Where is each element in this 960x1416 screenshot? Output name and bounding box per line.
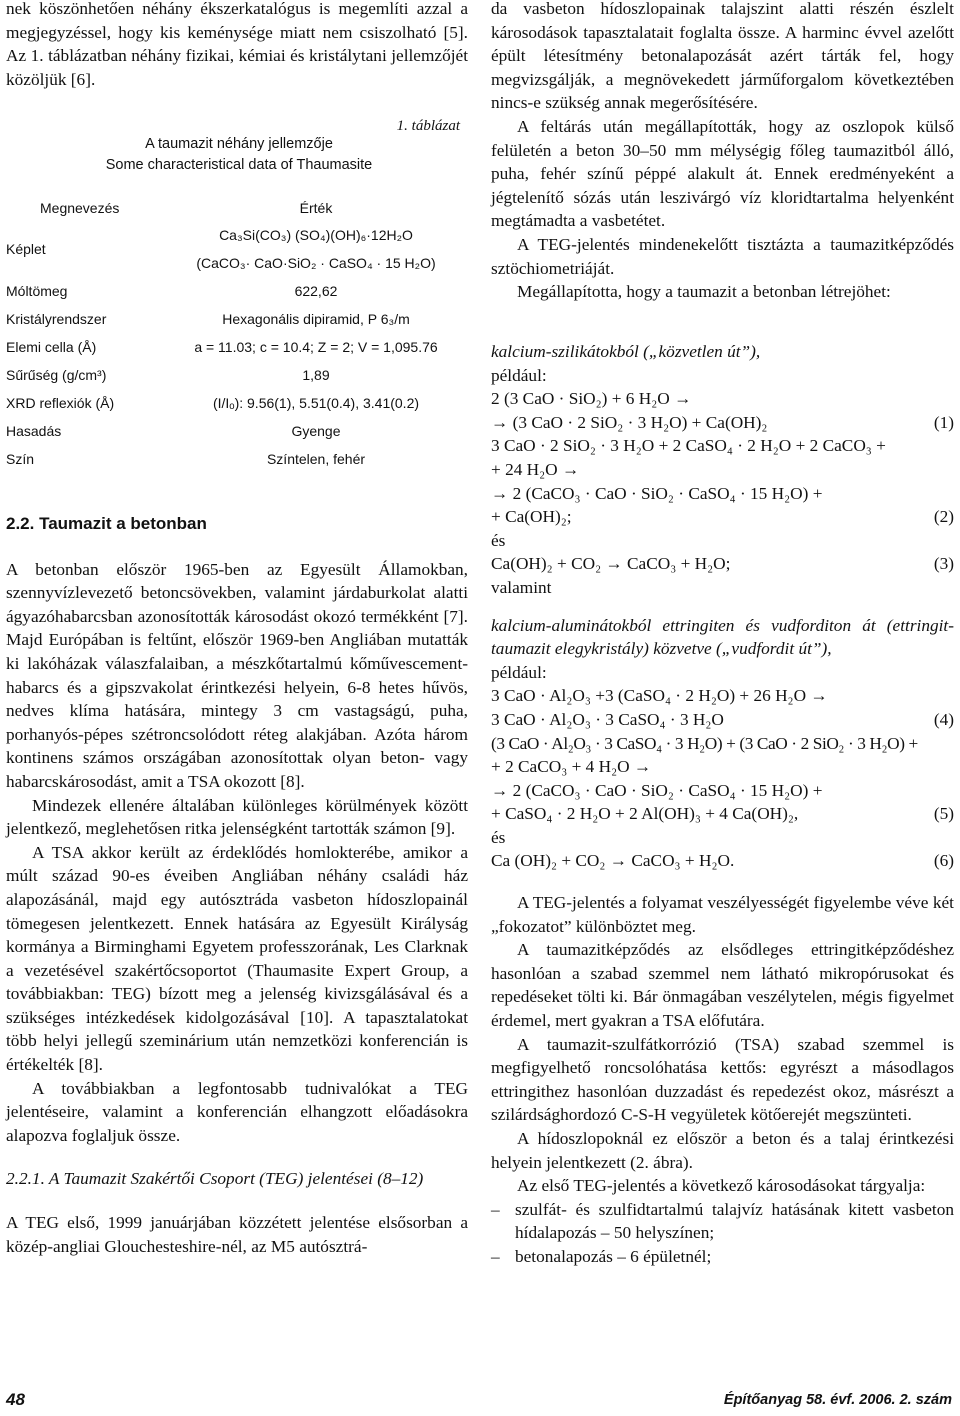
row-name: Móltömeg <box>6 283 68 299</box>
equation-2a: 3 CaO · 2 SiO₂ · 3 H₂O + 2 CaSO₄ · 2 H₂O + 2 CaCO₃ + <box>491 436 886 456</box>
formula-row <box>6 226 472 278</box>
conjunction: és <box>491 827 506 847</box>
equation-number: (4) <box>933 709 954 729</box>
body-paragraph: Az első TEG-jelentés a következő károsodásokat tárgyalja: <box>517 1176 926 1196</box>
equation-2b: + 24 H₂O → <box>491 459 580 479</box>
body-paragraph: A feltárás után megállapították, hogy az oszlopok külső felületén a beton 30–50 mm mélységig főleg taumazitból álló, puha, fehér színű péppé alakult át. Ennek eredményeként a jégtelenítő sózás után leszivárgó víz kloridtartalma helyenként megtámadta a vasbetétet. <box>491 116 954 231</box>
row-value: 622,62 <box>294 283 338 299</box>
row-value: Színtelen, fehér <box>266 451 366 467</box>
formula-line-2: (CaCO₃· CaO·SiO₂ · CaSO₄ · 15 H₂O) <box>196 255 436 271</box>
row-value: Hexagonális dipiramid, P 6₃/m <box>222 311 410 327</box>
list-item <box>491 1245 954 1269</box>
equation-number: (5) <box>933 804 954 824</box>
equation-5 <box>491 802 954 826</box>
conjunction: és <box>491 530 506 550</box>
body-paragraph: A TEG első, 1999 januárjában közzétett jelentése elsősorban a közép-angliai Glouchesteshire-nél, az M5 autósztrá- <box>6 1213 468 1256</box>
equation-3 <box>491 552 954 576</box>
body-paragraph: A TEG-jelentés a folyamat veszélyességét figyelembe véve két „fokozatot” különböztet meg. <box>491 893 954 936</box>
equation-number: (1) <box>933 412 954 432</box>
table-title-en: Some characteristical data of Thaumasite <box>105 157 373 173</box>
subsection-title: 2.2.1. A Taumazit Szakértői Csoport (TEG) jelentései (8–12) <box>6 1169 424 1189</box>
equation-2 <box>491 505 954 529</box>
equation-number: (2) <box>933 507 954 527</box>
equation-2d: + Ca(OH)₂; <box>491 507 572 527</box>
row-value: 1,89 <box>302 367 330 383</box>
body-paragraph: A taumazitképződés az elsődleges ettringitképződéshez hasonlóan a szabad szemmel nem látható mikropórusokat és repedéseket tölti ki. Bár önmagában veszélytelen, mégis figyelmet érdemel, mert gyakran a TSA előfutára. <box>491 940 954 1031</box>
equation-6-text: Ca (OH)₂ + CO₂ → CaCO₃ + H₂O. <box>491 851 735 871</box>
section-title: 2.2. Taumazit a betonban <box>6 514 207 533</box>
list-item <box>491 1198 954 1245</box>
equation-5b: + 2 CaCO₃ + 4 H₂O → <box>491 757 652 777</box>
for-example: például: <box>491 365 547 385</box>
journal-footer: Építőanyag 58. évf. 2006. 2. szám <box>723 1392 952 1408</box>
row-name: Kristályrendszer <box>6 311 107 327</box>
equation-5c: → 2 (CaCO₃ · CaO · SiO₂ · CaSO₄ · 15 H₂O) + <box>491 780 823 800</box>
equation-1 <box>491 411 954 435</box>
intro-paragraph: nek köszönhetően néhány ékszerkatalógus is megemlíti azzal a megjegyzéssel, hogy kis keménysége miatt nem csiszolható [5]. Az 1. táblázatban néhány fizikai, kémiai és kristálytani jellemzőjét közöljük [6]. <box>6 0 468 89</box>
row-name: Szín <box>6 451 35 467</box>
table-label: 1. táblázat <box>396 118 460 134</box>
dash-bullet: – <box>491 1246 500 1266</box>
table-title-hu: A taumazit néhány jellemzője <box>145 136 333 152</box>
equation-number: (6) <box>933 851 954 871</box>
list-item-text: szulfát- és szulfidtartalmú talajvíz hatásának kitett vasbeton hídalapozás – 50 helyszínen; <box>515 1199 954 1243</box>
body-paragraph: Megállapította, hogy a taumazit a betonban létrejöhet: <box>517 282 891 302</box>
row-name: Sűrűség (g/cm³) <box>6 367 107 383</box>
equation-6 <box>491 849 954 873</box>
equation-5d: + CaSO₄ · 2 H₂O + 2 Al(OH)₃ + 4 Ca(OH)₂, <box>491 804 799 824</box>
list-item-text: betonalapozás – 6 épületnél; <box>515 1246 712 1266</box>
formula-line-1: Ca₃Si(CO₃) (SO₄)(OH)₆·12H₂O <box>219 227 413 243</box>
equation-4 <box>491 708 954 732</box>
row-name: XRD reflexiók (Å) <box>6 395 115 411</box>
row-name: Hasadás <box>6 423 62 439</box>
equation-4b: 3 CaO · Al₂O₃ · 3 CaSO₄ · 3 H₂O <box>491 709 724 729</box>
body-paragraph: Mindezek ellenére általában különleges körülmények között jelentkező, meglehetősen ritka jelenségként tartották számon [9]. <box>6 795 468 839</box>
route-1: kalcium-szilikátokból („közvetlen út”), <box>491 342 761 361</box>
body-paragraph: A taumazit-szulfátkorrózió (TSA) szabad szemmel is megfigyelhető roncsolóhatása kettős: egyrészt a másodlagos ettringithez hasonlóan duzzadást és repedezést okoz, másrészt a szilárdsághordozó C-S-H vegyületek kötőerejét megszünteti. <box>491 1034 954 1125</box>
body-paragraph: da vasbeton hídoszlopainak talajszint alatti részén észlelt károsodások tapasztalatait foglalta össze. A harminc évvel azelőtt épült létesítmény betonalapozását azért tárták fel, hogy megvizsgálják, a megnövekedett járműforgalom következtében nincs-e szükség annak megerősítésére. <box>491 0 954 113</box>
equation-5a: (3 CaO · Al₂O₃ · 3 CaSO₄ · 3 H₂O) + (3 CaO · 2 SiO₂ · 3 H₂O) + <box>491 733 918 753</box>
header-name: Megnevezés <box>40 200 120 216</box>
row-value: (I/Iₒ): 9.56(1), 5.51(0.4), 3.41(0.2) <box>212 395 420 411</box>
row-value: a = 11.03; c = 10.4; Z = 2; V = 1,095.76 <box>194 339 438 355</box>
header-value: Érték <box>299 200 333 216</box>
equation-1b: → (3 CaO · 2 SiO₂ · 3 H₂O) + Ca(OH)₂ <box>491 412 768 432</box>
body-paragraph: A betonban először 1965-ben az Egyesült Államokban, szennyvízlevezető betoncsövekben, valamint járdaburkolat alatti ágyazóhabarcsban azonosították károsodást okozó termékként [7]. Majd Európában is feltűnt, először 1969-ben Angliában mutatták ki lakóházak válaszfalaiban, a mészkőtartalmú kőművescement-habarcs és a gipszvakolat érintkezési helyein, 6-8 hetes hűvös, nedves klíma hatására, mintegy 3 cm vastagságú, puha, porhanyós-pépes szétroncsolódott réteg alakjában. Azóta három kontinens számos országában azonosítottak olyan beton- vagy habarcskárosodást, amit a TSA okozott [8]. <box>6 559 468 791</box>
page-number: 48 <box>6 1390 25 1409</box>
formula-label: Képlet <box>6 241 46 257</box>
body-paragraph: A TSA akkor került az érdeklődés homlokterébe, amikor a múlt század 90-es éveiben Angliában néhány családi ház alapozásánál, majd egy autósztráda vasbeton hídoszlopainál tömegesen jelentkezett. Ennek hatására az Egyesült Királyság kormánya a Birminghami Egyetem professzorának, Les Clarknak a vezetésével szakértőcsoportot (Thaumasite Expert Group, a továbbiakban: TEG) bízott meg a jelenség kivizsgálásával és a szükséges intézkedések kidolgozásával [10]. A tapasztalatokat több helyi jellegű szeminárium után nemzetközi konferencián is értékelték [8]. <box>6 842 468 1075</box>
conjunction: valamint <box>491 577 552 597</box>
for-example: például: <box>491 662 547 682</box>
equation-2c: → 2 (CaCO₃ · CaO · SiO₂ · CaSO₄ · 15 H₂O) + <box>491 483 823 503</box>
equation-1a: 2 (3 CaO · SiO₂) + 6 H₂O → <box>491 389 692 409</box>
body-paragraph: A TEG-jelentés mindenekelőtt tisztázta a taumazitképződés sztöchiometriáját. <box>491 234 954 278</box>
equation-number: (3) <box>933 554 954 574</box>
row-name: Elemi cella (Å) <box>6 339 97 355</box>
body-paragraph: A hídoszlopoknál ez először a beton és a talaj érintkezési helyein jelentkezett (2. ábra). <box>491 1129 954 1172</box>
route-2: kalcium-aluminátokból ettringiten és vudforditon át (ettringit-taumazit elegykristály) közvetve („vudfordit út”), <box>491 615 954 659</box>
dash-bullet: – <box>491 1199 500 1219</box>
row-value: Gyenge <box>291 423 341 439</box>
equation-4a: 3 CaO · Al₂O₃ +3 (CaSO₄ · 2 H₂O) + 26 H₂O → <box>491 686 828 706</box>
equation-3-text: Ca(OH)₂ + CO₂ → CaCO₃ + H₂O; <box>491 554 731 574</box>
body-paragraph: A továbbiakban a legfontosabb tudnivalókat a TEG jelentéseire, valamint a konferencián elhangzott előadásokra alapozva foglaljuk össze. <box>6 1078 468 1145</box>
